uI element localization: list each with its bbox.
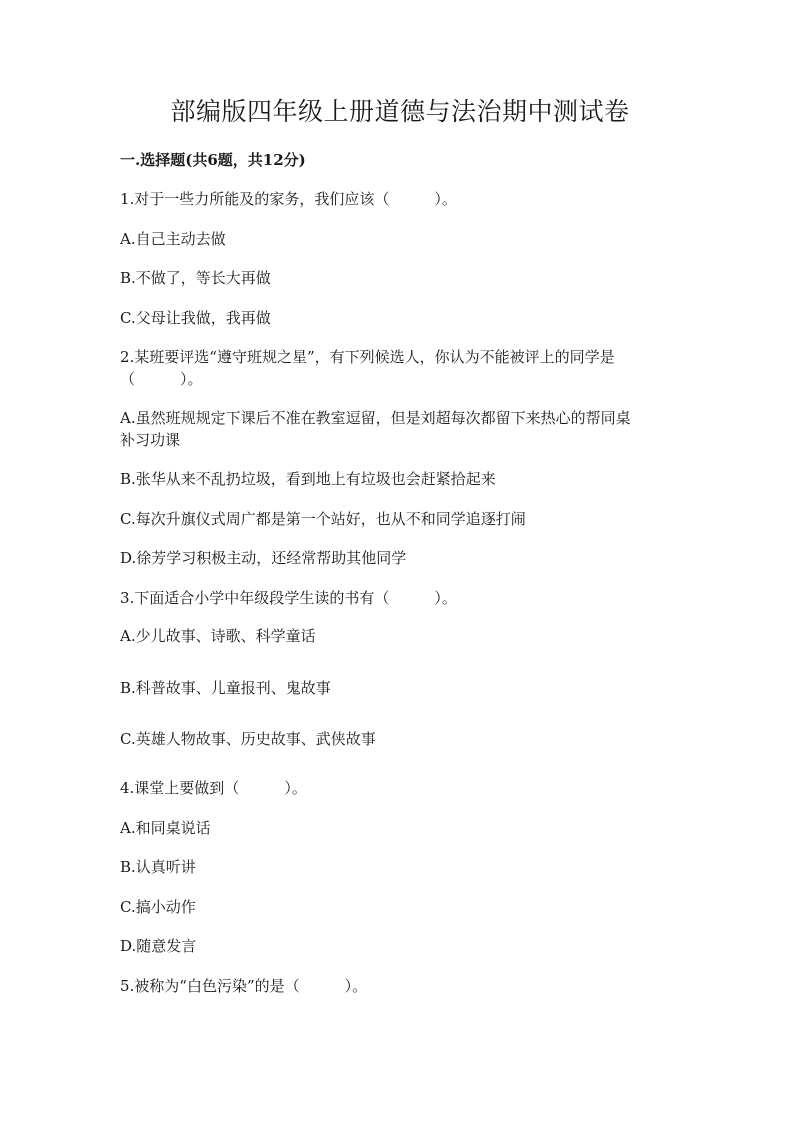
page-title: 部编版四年级上册道德与法治期中测试卷 xyxy=(170,97,630,126)
question-2-stem-line-1: 2.某班要评选“遵守班规之星”，有下列候选人，你认为不能被评上的同学是 xyxy=(120,348,615,366)
question-5-stem: 5.被称为“白色污染”的是（ ）。 xyxy=(120,977,368,995)
question-2-option-a-continued: 补习功课 xyxy=(120,431,181,449)
question-4-option-c: C.搞小动作 xyxy=(120,898,196,916)
question-3-option-c: C.英雄人物故事、历史故事、武侠故事 xyxy=(120,730,376,748)
question-3-stem: 3.下面适合小学中年级段学生读的书有（ ）。 xyxy=(120,589,457,607)
question-4-option-a: A.和同桌说话 xyxy=(120,819,211,837)
question-1-option-a: A.自己主动去做 xyxy=(120,230,226,248)
question-2-option-c: C.每次升旗仪式周广都是第一个站好，也从不和同学追逐打闹 xyxy=(120,510,526,528)
question-4-option-d: D.随意发言 xyxy=(120,937,197,955)
question-2-stem-line-2: （ ）。 xyxy=(120,370,203,388)
question-1-option-b: B.不做了，等长大再做 xyxy=(120,269,271,287)
question-3-option-a: A.少儿故事、诗歌、科学童话 xyxy=(120,627,316,645)
question-1-stem: 1.对于一些力所能及的家务，我们应该（ ）。 xyxy=(120,190,457,208)
question-1-option-c: C.父母让我做，我再做 xyxy=(120,309,271,327)
question-2-option-d: D.徐芳学习积极主动，还经常帮助其他同学 xyxy=(120,549,407,567)
question-2-option-b: B.张华从来不乱扔垃圾，看到地上有垃圾也会赶紧拾起来 xyxy=(120,470,496,488)
question-2-option-a: A.虽然班规规定下课后不准在教室逗留，但是刘超每次都留下来热心的帮同桌 xyxy=(120,409,631,427)
question-3-option-b: B.科普故事、儿童报刊、鬼故事 xyxy=(120,679,331,697)
question-4-stem: 4.课堂上要做到（ ）。 xyxy=(120,779,307,797)
section-header: 一.选择题(共6题，共12分) xyxy=(120,151,306,169)
question-4-option-b: B.认真听讲 xyxy=(120,858,196,876)
